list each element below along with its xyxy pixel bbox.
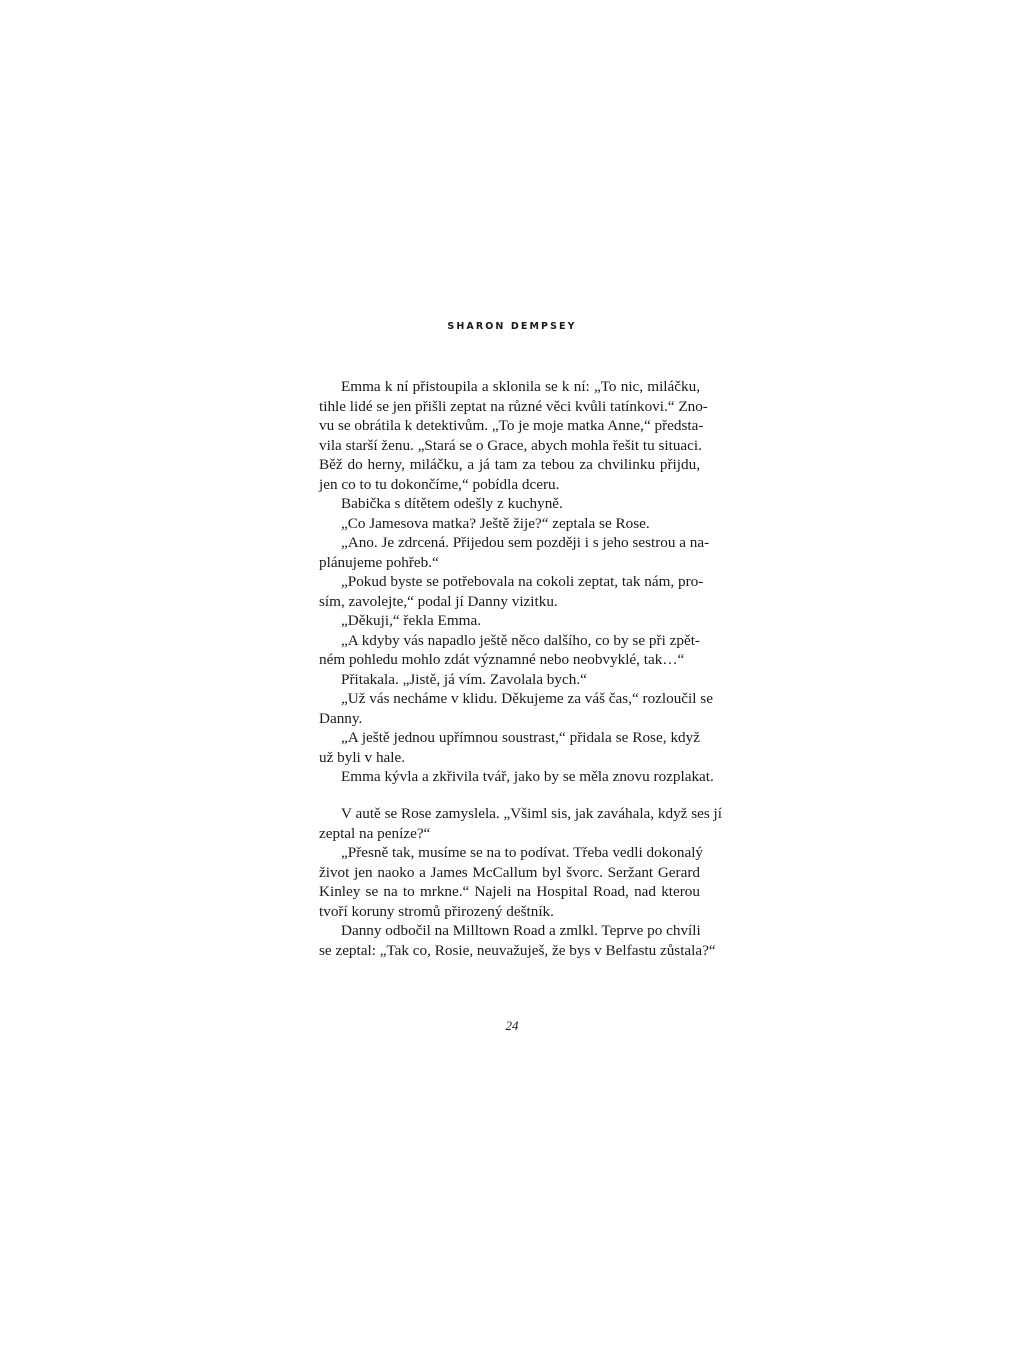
- text-line: vila starší ženu. „Stará se o Grace, abych mohla řešit tu situaci.: [319, 436, 702, 454]
- paragraph: [319, 843, 704, 921]
- page-number: 24: [505, 1018, 519, 1033]
- text-line: Danny odbočil na Milltown Road a zmlkl. Teprve po chvíli: [341, 922, 701, 939]
- paragraph: [319, 728, 700, 767]
- running-head: SHARON DEMPSEY: [447, 321, 577, 332]
- text-line: zeptal na peníze?“: [319, 824, 431, 842]
- paragraph: [319, 689, 713, 728]
- text-line: „A ještě jednou upřímnou soustrast,“ přidala se Rose, když: [341, 729, 700, 746]
- text-line: „Co Jamesova matka? Ještě žije?“ zeptala se Rose.: [341, 514, 650, 532]
- text-line: život jen naoko a James McCallum byl švorc. Seržant Gerard: [319, 863, 700, 881]
- paragraph: [319, 514, 700, 534]
- text-line: ném pohledu mohlo zdát významné nebo neobvyklé, tak…“: [319, 651, 685, 668]
- text-line: Kinley se na to mrkne.“ Najeli na Hospital Road, nad kterou: [319, 883, 700, 900]
- text-line: plánujeme pohřeb.“: [319, 553, 439, 571]
- section-break: [319, 787, 700, 805]
- text-line: už byli v hale.: [319, 748, 406, 766]
- text-line: Běž do herny, miláčku, a já tam za tebou za chvilinku přijdu,: [319, 456, 700, 473]
- text-line: „Děkuji,“ řekla Emma.: [341, 612, 482, 629]
- paragraph: [319, 377, 708, 494]
- paragraph: [319, 921, 716, 960]
- text-line: sím, zavolejte,“ podal jí Danny vizitku.: [319, 592, 558, 610]
- paragraph: [319, 767, 714, 787]
- paragraph: [319, 494, 700, 514]
- paragraph: [319, 631, 700, 670]
- paragraph: [319, 804, 722, 843]
- text-line: tihle lidé se jen přišli zeptat na různé věci kvůli tatínkovi.“ Zno-: [319, 397, 708, 415]
- text-line: Emma kývla a zkřivila tvář, jako by se měla znovu rozplakat.: [341, 768, 714, 785]
- paragraph: [319, 533, 710, 572]
- text-line: „Pokud byste se potřebovala na cokoli zeptat, tak nám, pro-: [341, 573, 704, 590]
- text-line: „Ano. Je zdrcená. Přijedou sem později i s jeho sestrou a na-: [341, 534, 710, 551]
- text-line: V autě se Rose zamyslela. „Všiml sis, jak zaváhala, když ses jí: [341, 805, 722, 822]
- text-line: jen co to tu dokončíme,“ pobídla dceru.: [319, 475, 560, 493]
- paragraph: [319, 670, 700, 690]
- text-line: „Už vás necháme v klidu. Děkujeme za váš čas,“ rozloučil se: [341, 690, 713, 707]
- paragraph: [319, 572, 704, 611]
- text-line: „A kdyby vás napadlo ještě něco dalšího, co by se při zpět-: [341, 631, 700, 649]
- text-line: se zeptal: „Tak co, Rosie, neuvažuješ, že bys v Belfastu zůstala?“: [319, 941, 716, 959]
- text-line: Přitakala. „Jistě, já vím. Zavolala bych.“: [341, 670, 587, 688]
- text-line: Babička s dítětem odešly z kuchyně.: [341, 495, 563, 512]
- text-line: Emma k ní přistoupila a sklonila se k ní: „To nic, miláčku,: [341, 378, 700, 395]
- paragraph: [319, 611, 700, 631]
- body-text: [319, 377, 722, 960]
- text-line: vu se obrátila k detektivům. „To je moje matka Anne,“ předsta-: [319, 417, 704, 434]
- text-line: tvoří koruny stromů přirozený deštník.: [319, 902, 554, 920]
- text-line: „Přesně tak, musíme se na to podívat. Třeba vedli dokonalý: [341, 844, 704, 861]
- text-line: Danny.: [319, 709, 363, 727]
